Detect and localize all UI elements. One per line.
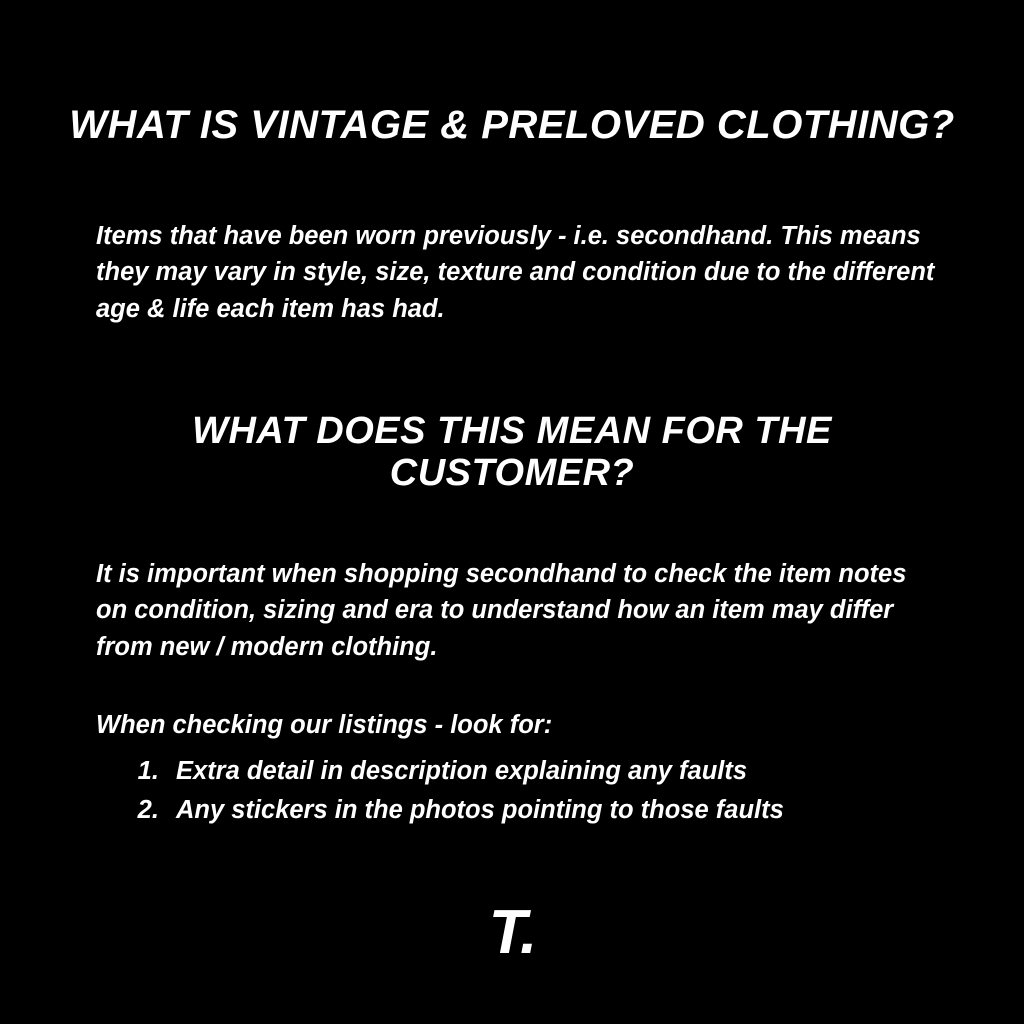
definition-paragraph: Items that have been worn previously - i.e. secondhand. This means they may vary in style, size, texture and condition due to the different age & life each item has had. — [96, 221, 935, 324]
list-item: 2. Any stickers in the photos pointing to those faults — [166, 791, 986, 830]
list-item: 1. Extra detail in description explaining any faults — [166, 752, 986, 791]
logo-wordmark-icon: T. — [488, 898, 536, 967]
checklist-intro-text: When checking our listings - look for: — [96, 710, 553, 739]
section-heading-customer: WHAT DOES THIS MEAN FOR THE CUSTOMER? — [192, 409, 832, 495]
brand-logo — [0, 898, 1024, 972]
checklist — [122, 752, 986, 830]
customer-guidance-paragraph: It is important when shopping secondhand to check the item notes on condition, sizing and era to understand how an item may differ from new / modern clothing. — [96, 559, 907, 662]
page-title: WHAT IS VINTAGE & PRELOVED CLOTHING? — [69, 102, 955, 147]
